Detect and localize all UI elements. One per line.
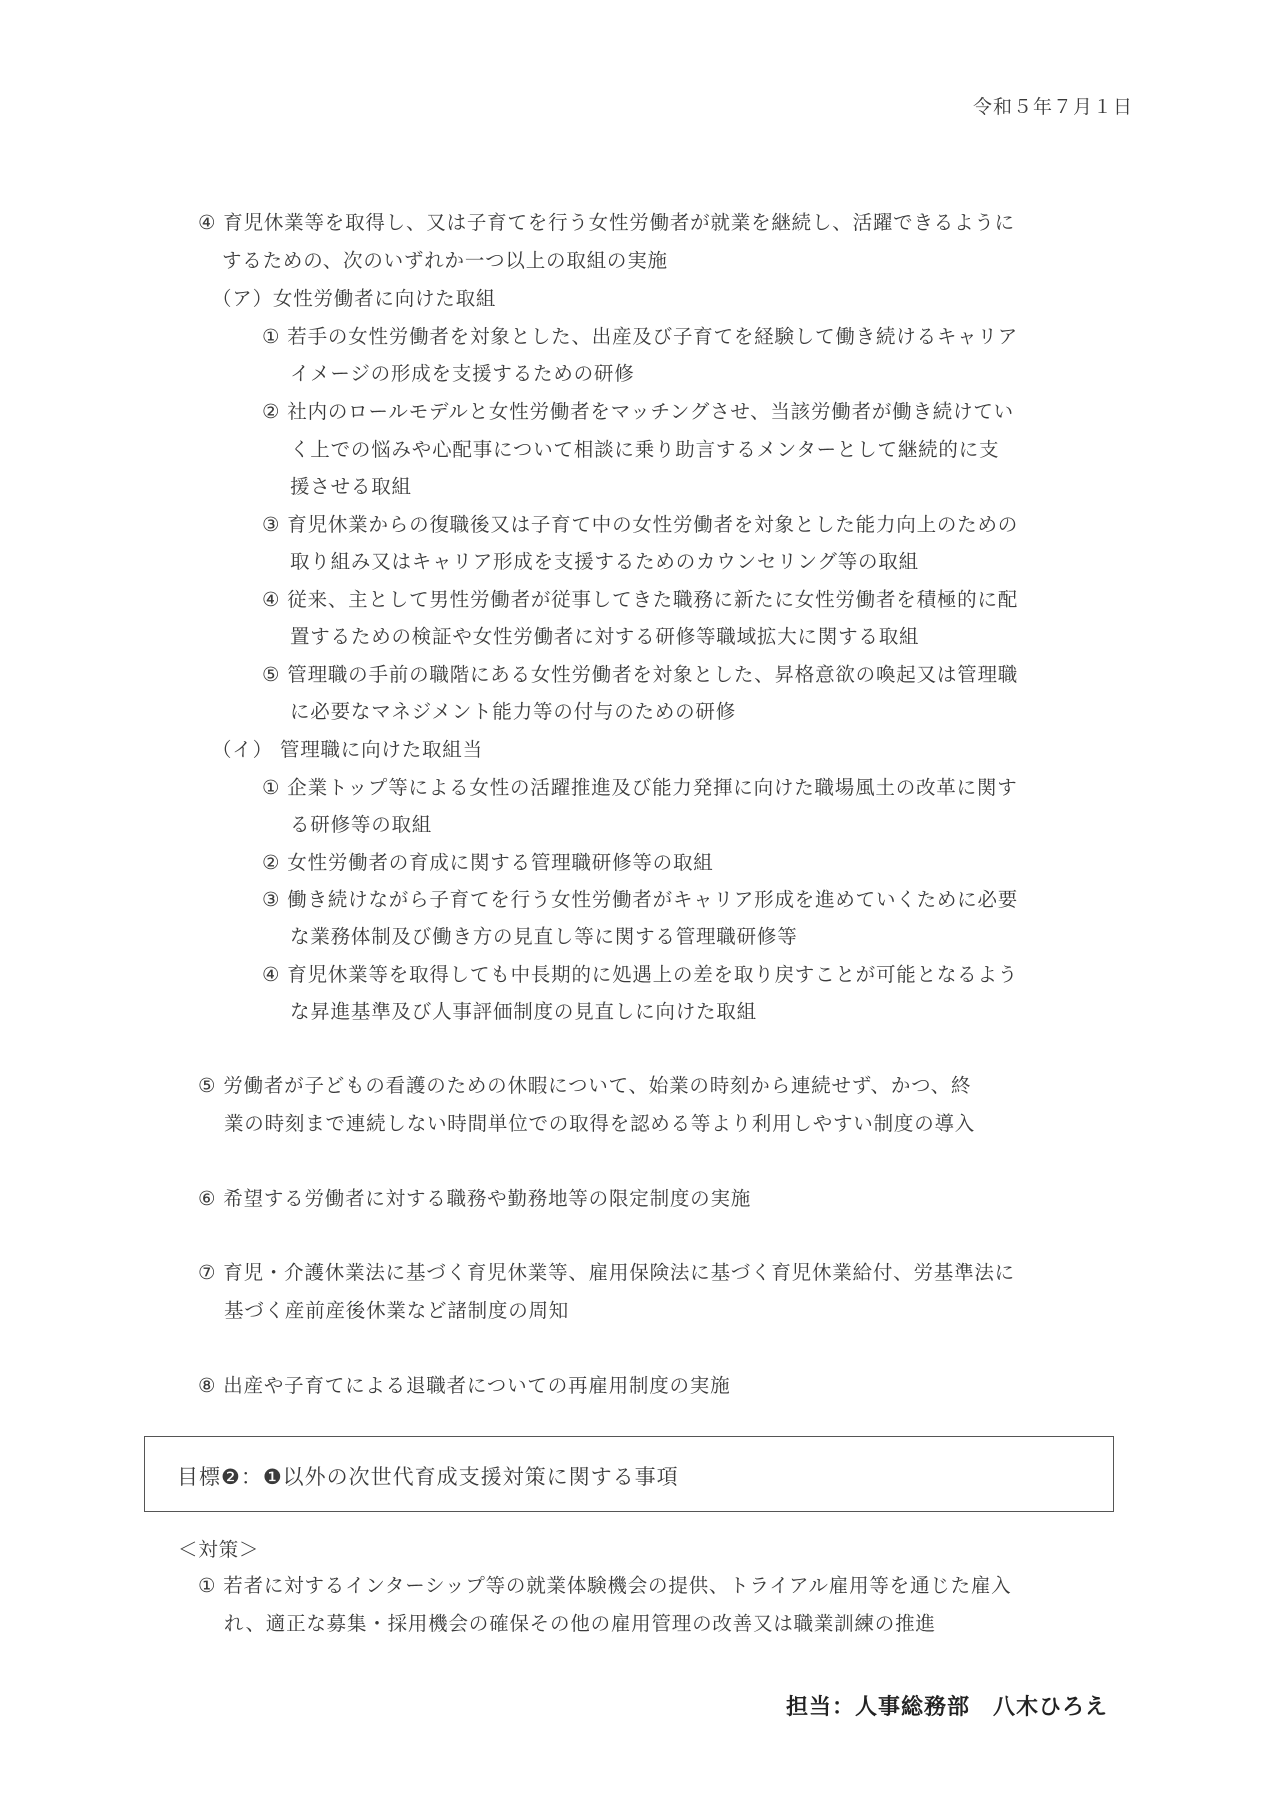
a-item-4-line-1: ④ 従来、主として男性労働者が従事してきた職務に新たに女性労働者を積極的に配 [262, 588, 1019, 611]
contact-signature: 担当：人事総務部 八木ひろえ [785, 1695, 1108, 1720]
subsection-a-heading: （ア）女性労働者に向けた取組 [212, 287, 497, 310]
section-8-line-1: ⑧ 出産や子育てによる退職者についての再雇用制度の実施 [198, 1374, 731, 1397]
a-item-4-line-2: 置するための検証や女性労働者に対する研修等職域拡大に関する取組 [290, 625, 920, 648]
a-item-5-line-1: ⑤ 管理職の手前の職階にある女性労働者を対象とした、昇格意欲の喚起又は管理職 [262, 663, 1019, 686]
a-item-3-line-1: ③ 育児休業からの復職後又は子育て中の女性労働者を対象とした能力向上のための [262, 513, 1019, 536]
a-item-2-line-1: ② 社内のロールモデルと女性労働者をマッチングさせ、当該労働者が働き続けてい [262, 400, 1014, 423]
b-item-1-line-1: ① 企業トップ等による女性の活躍推進及び能力発揮に向けた職場風土の改革に関す [262, 776, 1018, 799]
section-4-heading-line-2: するための、次のいずれか一つ以上の取組の実施 [222, 249, 668, 272]
a-item-2-line-2: く上での悩みや心配事について相談に乗り助言するメンターとして継続的に支 [290, 438, 1000, 461]
section-7-line-2: 基づく産前産後休業など諸制度の周知 [224, 1299, 570, 1322]
section-6-line-1: ⑥ 希望する労働者に対する職務や勤務地等の限定制度の実施 [198, 1187, 752, 1210]
b-item-3-line-2: な業務体制及び働き方の見直し等に関する管理職研修等 [290, 925, 798, 948]
goal-2-box [144, 1436, 1114, 1512]
b-item-4-line-2: な昇進基準及び人事評価制度の見直しに向けた取組 [290, 1000, 757, 1023]
a-item-1-line-2: イメージの形成を支援するための研修 [290, 362, 635, 385]
document-date: 令和５年７月１日 [972, 96, 1133, 118]
measures-label: ＜対策＞ [178, 1538, 260, 1561]
measure-1-line-2: れ、適正な募集・採用機会の確保その他の雇用管理の改善又は職業訓練の推進 [224, 1612, 936, 1635]
section-7-line-1: ⑦ 育児・介護休業法に基づく育児休業等、雇用保険法に基づく育児休業給付、労基準法に [198, 1261, 1015, 1284]
measure-1-line-1: ① 若者に対するインターシップ等の就業体験機会の提供、トライアル雇用等を通じた雇入 [198, 1574, 1012, 1597]
a-item-3-line-2: 取り組み又はキャリア形成を支援するためのカウンセリング等の取組 [290, 550, 919, 573]
b-item-2-line-1: ② 女性労働者の育成に関する管理職研修等の取組 [262, 851, 714, 874]
section-5-line-2: 業の時刻まで連続しない時間単位での取得を認める等より利用しやすい制度の導入 [224, 1112, 976, 1135]
b-item-3-line-1: ③ 働き続けながら子育てを行う女性労働者がキャリア形成を進めていくために必要 [262, 888, 1019, 911]
a-item-2-line-3: 援させる取組 [290, 475, 412, 498]
a-item-5-line-2: に必要なマネジメント能力等の付与のための研修 [290, 700, 737, 723]
section-4-heading-line-1: ④ 育児休業等を取得し、又は子育てを行う女性労働者が就業を継続し、活躍できるように [198, 211, 1015, 234]
b-item-4-line-1: ④ 育児休業等を取得しても中長期的に処遇上の差を取り戻すことが可能となるよう [262, 963, 1019, 986]
b-item-1-line-2: る研修等の取組 [290, 813, 433, 836]
subsection-b-heading: （イ） 管理職に向けた取組当 [212, 738, 483, 761]
goal-2-title: 目標❷：❶以外の次世代育成支援対策に関する事項 [177, 1465, 679, 1489]
section-5-line-1: ⑤ 労働者が子どもの看護のための休暇について、始業の時刻から連続せず、かつ、終 [198, 1074, 972, 1097]
a-item-1-line-1: ① 若手の女性労働者を対象とした、出産及び子育てを経験して働き続けるキャリア [262, 325, 1019, 348]
